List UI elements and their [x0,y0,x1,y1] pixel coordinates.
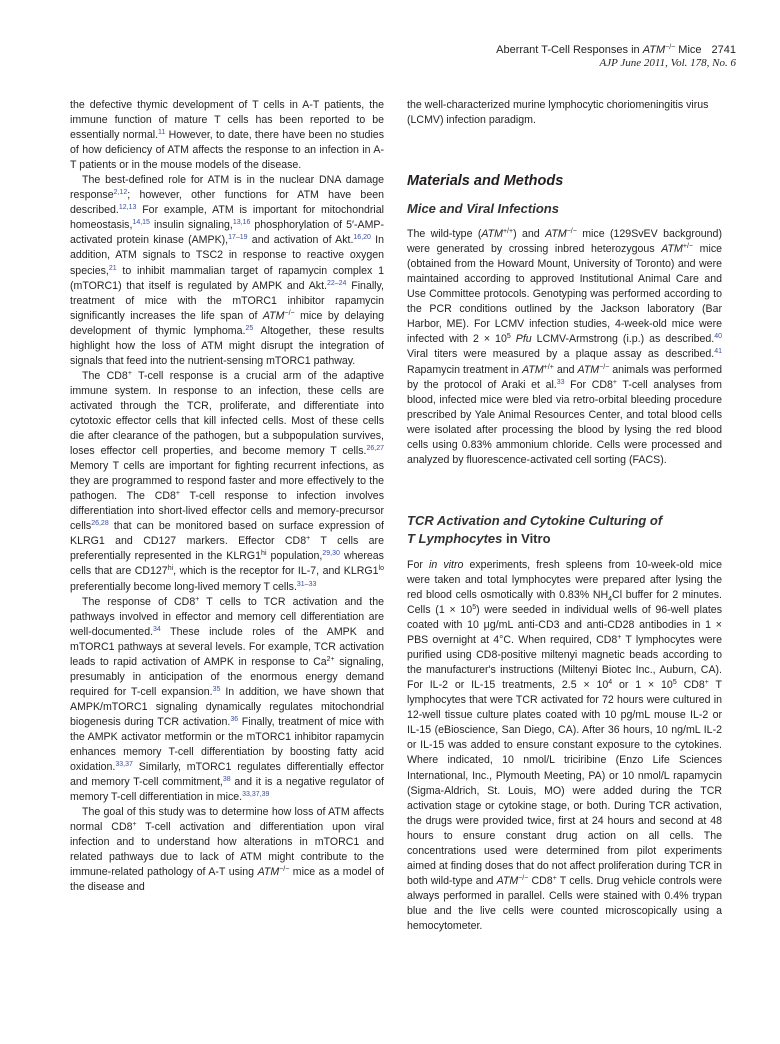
gene-name: ATM [642,44,666,56]
text: or 1 × 10 [612,679,673,692]
text: T cells to TCR activation and the pathways involved in effector and memory cell differentiation are well-documented. [70,595,384,638]
genotype-sup: −/− [665,44,676,51]
genotype-sup: −/− [279,866,290,874]
heading-upright: in Vitro [502,530,551,546]
gene-name: ATM [496,874,519,887]
text: and [553,363,578,376]
citation-link[interactable]: 11 [158,129,166,137]
gene-name: ATM [577,363,600,376]
citation-link[interactable]: 17–19 [228,234,248,242]
text: ) were seeded in individual wells of 96-well plates coated with 10 μg/mL anti-CD3 and anti-CD28 antibodies in 1 × PBS overnight at 4°C. When required, CD8 [407,603,722,647]
gene-name: ATM [522,363,544,376]
exponent: 4 [608,679,613,687]
right-column [407,98,722,934]
citation-link[interactable]: 41 [714,348,722,356]
text: mice as a model of the disease and [70,866,384,894]
text: Finally, treatment of mice with the mTORC1 inhibitor rapamycin significantly increases the life span of [70,279,384,322]
text: T-cell response to infection involves differentiation into short-lived effector cells and memory-precursor cells [70,490,384,533]
text: T-cell analyses from blood, infected mice were bled via retro-orbital bleeding procedure prescribed by Yale Animal Resources Center, and total blood cells were isolated after processing the blood by lysing the red blood cells using 0.83% ammonium chloride. Cells were processed and analyzed by fluorescence-activated cell sorting (FACS). [407,378,722,466]
superscript: 2+ [326,655,335,663]
text: ) and [513,228,546,241]
text: In addition, we have shown that AMPK/mTORC1 signaling dynamically regulates mitochondrial biogenesis during TCR activation. [70,685,384,728]
text: In addition, ATM signals to TSC2 in response to reactive oxygen species, [70,234,384,277]
citation-link[interactable]: 34 [153,625,161,633]
genotype-sup: +/− [682,243,693,251]
superscript: + [132,821,137,829]
text: that can be monitored based on surface expression of KLRG1 and CD127 markers. Effector CD8 [70,520,384,548]
text: Similarly, mTORC1 regulates differentially effector and memory T-cell commitment, [70,761,384,789]
gene-name: ATM [262,309,285,322]
gene-name: ATM [257,866,280,879]
exponent: 5 [472,603,477,611]
text: animals was performed by the protocol of Araki et al. [407,363,722,391]
citation-link[interactable]: 22–24 [326,279,347,287]
subsection-heading [407,512,722,548]
text: experiments, fresh spleens from 10-week-old mice were taken and total lymphocytes were prepared after lysing the red blood cells osmotically with 0.83% NH [407,558,722,601]
citation-link[interactable]: 12,13 [118,204,137,212]
genotype-sup: +/+ [502,228,514,236]
running-head-text: Aberrant T-Cell Responses in [496,44,643,56]
text: Memory T cells are important for fighting recurrent infections, as they are programmed to respond faster and more effectively to the pathogen. The CD8 [70,460,384,503]
heading-line: TCR Activation and Cytokine Culturing of [407,512,663,528]
paragraph [407,227,722,468]
text: signaling, presumably in anticipation of the enormous energy demand required for T-cell expansion. [70,655,384,698]
citation-link[interactable]: 40 [714,333,722,341]
citation-link[interactable]: 38 [222,776,231,784]
text: preferentially become long-lived memory T cells. [70,580,297,593]
paragraph [70,369,384,595]
superscript: lo [378,565,384,573]
superscript: + [195,595,200,603]
page-number: 2741 [711,44,736,56]
superscript: + [704,679,709,687]
text: Altogether, these results highlight how the loss of ATM might disrupt the integration of signals that feed into the nutrient-sensing mTORC1 pathway. [70,324,384,367]
text: Viral titers were measured by a plaque assay as described. [407,348,715,361]
citation-link[interactable]: 14,15 [132,219,150,227]
journal-citation: AJP June 2011, Vol. 178, No. 6 [599,57,736,69]
exponent: 5 [506,333,511,341]
text: T-cell activation and differentiation upon viral infection and to understand how alterations in mTORC1 and related pathways due to lack of ATM might contribute to the immune-related pathology of A-T using [70,821,384,879]
paragraph [70,595,384,806]
heading-italic: T Lymphocytes [407,530,503,546]
text: phosphorylation of 5′-AMP-activated protein kinase (AMPK), [70,219,384,247]
text: The wild-type ( [407,228,482,241]
text: For CD8 [564,378,613,391]
citation-link[interactable]: 31–33 [296,580,317,588]
text: For [407,558,429,571]
running-head-text: Mice [675,44,702,56]
citation-link[interactable]: 33 [556,378,565,386]
citation-link[interactable]: 36 [230,715,239,723]
superscript: + [612,378,617,386]
text: and activation of Akt. [247,234,354,247]
text: mice (129SvEV background) were generated by crossing inbred heterozygous [407,228,722,256]
genotype-sup: −/− [518,874,529,882]
citation-link[interactable]: 2,12 [113,189,128,197]
text: LCMV-Armstrong (i.p.) as described. [531,333,715,346]
citation-link[interactable]: 33,37,39 [242,791,270,799]
text: T-cell response is a crucial arm of the adaptive immune system. In response to an infection, these cells are activated through the TCR, proliferate, and differentiate into cytotoxic effector cells that kill infected cells. Most of these cells die after clearance of the pathogen, but a subpopulation survives, loses effector cell properties, and become memory T cells. [70,369,385,458]
text: ; however, other functions for ATM have been described. [70,189,384,217]
text: , which is the receptor for IL-7, and KLRG1 [173,565,379,578]
text: The CD8 [82,369,128,382]
citation-link[interactable]: 25 [245,324,254,332]
text: the defective thymic development of T cells in A-T patients, the immune function of mature T cells has been reported to be essentially normal. [70,99,384,142]
text: T lymphocytes were purified using CD8-positive miltenyi magnetic beads according to the manufacturer's instructions (Miltenyi Biotec Inc., Auburn, CA). For IL-2 or IL-15 treatments, 2.5 × 10 [407,634,722,692]
text: However, to date, there have been no studies of how deficiency of ATM affects the response to an infection in A-T patients or in the mouse models of the disease. [70,129,384,172]
citation-link[interactable]: 21 [108,264,117,272]
citation-link[interactable]: 16,20 [353,234,371,242]
paragraph: the well-characterized murine lymphocytic choriomeningitis virus (LCMV) infection paradigm. [407,99,709,127]
text: mice (obtained from the Howard Mount, University of Toronto) and were maintained according to approved Institutional Animal Care and Use Committee protocols. Genotyping was performed according to the PCR conditions outlined by the Jackson laboratory (Bar Harbor, ME). For LCMV infection studies, 4-week-old mice were infected with 2 × 10 [407,243,723,346]
text: and it is a negative regulator of memory T-cell differentiation in mice. [70,776,384,804]
citation-link[interactable]: 29,30 [322,550,340,558]
citation-link[interactable]: 33,37 [115,761,133,769]
text: The best-defined role for ATM is in the nuclear DNA damage response [70,174,384,202]
paragraph [70,173,384,369]
text: These include roles of the AMPK and mTORC1 pathways at several levels. For example, TCR activation leads to rapid activation of AMPK in response to Ca [70,625,384,668]
running-head [496,44,736,57]
italic-term: in vitro [429,558,464,571]
superscript: + [175,490,180,498]
text: Finally, treatment of mice with the AMPK activator metformin or the mTORC1 inhibitor rapamycin enhances memory T-cell differentiation by boosting fatty acid oxidation. [70,715,384,774]
page-header [496,44,736,70]
text: The response of CD8 [82,595,196,608]
text: Cl buffer for 2 minutes. Cells (1 × 10 [407,588,722,616]
text: whereas cells that are CD127 [70,550,384,578]
superscript: + [552,874,557,882]
text: CD8 [676,679,705,692]
gene-name: ATM [545,228,567,241]
citation-link[interactable]: 13,16 [232,219,251,227]
genotype-sup: +/+ [543,363,554,371]
text: T cells. Drug vehicle controls were always performed in parallel. Cells were stained with 0.4% trypan blue and the live cells were counted microscopically using a hemocytometer. [407,874,722,932]
paragraph [70,98,384,173]
citation-link[interactable]: 35 [212,685,221,693]
text: For example, ATM is important for mitochondrial homeostasis, [70,204,384,232]
gene-name: ATM [661,243,683,256]
text: population, [266,550,323,563]
genotype-sup: −/− [599,363,610,371]
text: T cells are preferentially represented in the KLRG1 [70,535,384,563]
unit: Pfu [515,333,532,346]
genotype-sup: −/− [284,309,295,317]
text: mice by delaying development of thymic lymphoma. [70,309,384,337]
superscript: hi [261,550,267,558]
exponent: 5 [672,679,677,687]
superscript: hi [167,565,174,573]
paragraph [407,558,722,934]
text: T lymphocytes that were TCR activated for 72 hours were cultured in 12-well tissue culture plates coated with 10 pg/mL mouse IL-2 or IL-15 (eBioscience, San Diego, CA). After 36 hours, 10 ng/mL IL-2 or IL-15 was added to ensure constant exposure to the cytokines. Where indicated, 10 nmol/L triciribine (Enzo Life Sciences International, Inc., Plymouth Meeting, PA) or 10 nmol/L rapamycin (Sigma-Aldrich, St. Louis, MO) were added during the TCR activation stage or cytokine stage, or both. During TCR activation, the drugs were provided twice, first at 24 hours and second at 48 hours to ensure constant drug action on all cells. The concentrations used were determined from pilot experiments aimed at finding doses that do not affect proliferation during TCR in both wild-type and [407,679,722,887]
subsection-heading: Mice and Viral Infections [407,201,559,217]
text: to inhibit mammalian target of rapamycin complex 1 (mTORC1) that itself is regulated by AMPK and Akt. [70,264,384,292]
superscript: + [127,369,132,377]
left-column [70,98,384,895]
section-heading: Materials and Methods [407,173,564,190]
text: The goal of this study was to determine how loss of ATM affects normal CD8 [70,806,384,834]
gene-name: ATM [481,228,503,241]
text: insulin signaling, [149,219,233,232]
paragraph [70,805,384,895]
genotype-sup: −/− [566,228,577,236]
superscript: + [617,634,622,642]
text: Rapamycin treatment in [407,363,523,376]
citation-link[interactable]: 26,28 [91,520,109,528]
text: CD8 [528,874,553,887]
superscript: + [306,535,311,543]
subscript: 4 [608,596,613,604]
citation-link[interactable]: 26,27 [366,445,384,453]
